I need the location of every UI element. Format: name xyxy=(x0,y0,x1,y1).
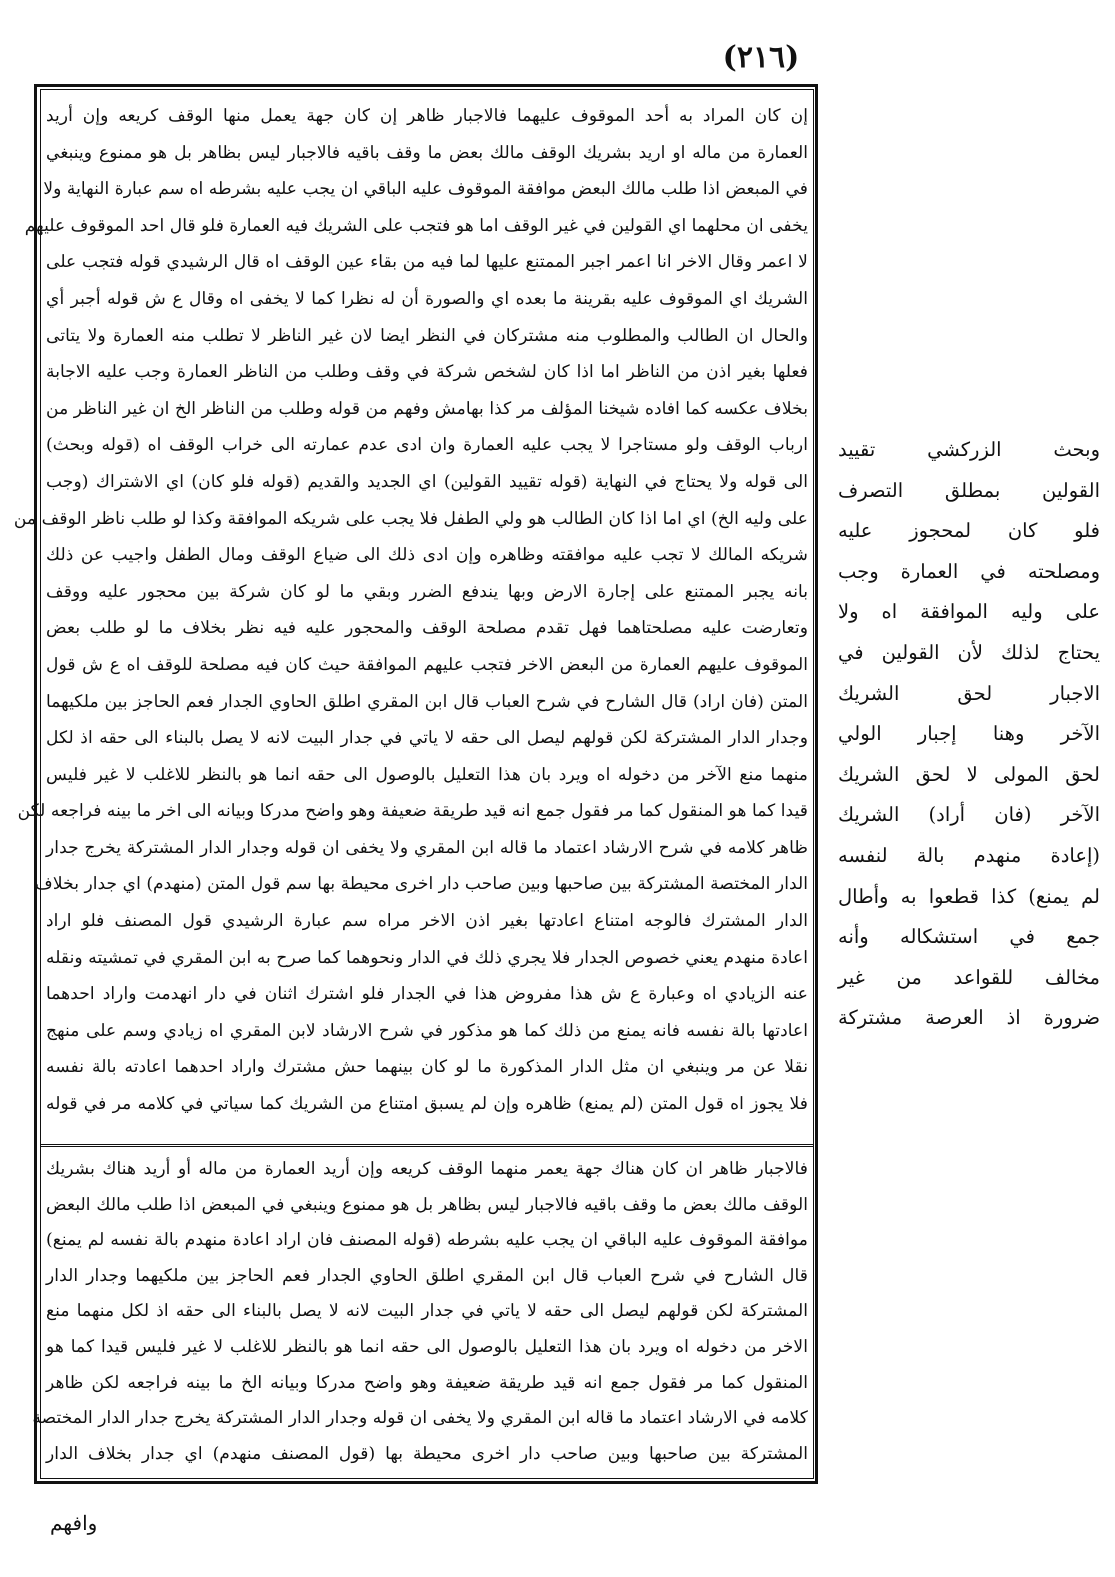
commentary-line: فلا يجوز اه قول المتن (لم يمنع) ظاهره وإن لم يسبق امتناع من الشريك كما سياتي في كلامه مر في قوله xyxy=(46,1094,808,1115)
commentary-line: الموقوف عليهم العمارة من البعض الاخر فتجب عليهم الموافقة حيث كان فيه مصلحة للوقف اه ع ش قول xyxy=(46,654,808,675)
commentary-line: عنه الزيادي اه وعبارة ع ش هذا مفروض هذا في الجدار فلو اشترك اثنان في دار انهدمت واراد احدهما xyxy=(46,984,808,1005)
section-divider xyxy=(40,1144,814,1147)
lower-text-line: موافقة الموقوف عليه الباقي ان يجب عليه بشرطه (قوله المصنف فان اراد اعادة منهدم بالة نفسه لم يمنع) xyxy=(46,1230,808,1251)
lower-text-line: المنقول كما مر فقول جمع انه قيد طريقة ضعيفة وهو واضح مدركا وبيانه الخ ما بينه فراجعه لكن ظاهر xyxy=(46,1372,808,1393)
margin-note-line: القولين بمطلق التصرف xyxy=(838,478,1100,502)
margin-note-line: الآخر (فان أراد) الشريك xyxy=(838,803,1100,827)
commentary-line: اعادة منهدم يعني خصوص الجدار فلا يجري ذلك في الدار ونحوهما كما صرح به ابن المقري في تمشيته ونقله xyxy=(46,947,808,968)
commentary-line: لا اعمر وقال الاخر انا اعمر اجبر الممتنع عليها لما فيه من بقاء عين الوقف اه قال الرشيدي قوله فتجب على xyxy=(46,252,808,273)
margin-note-line: مخالف للقواعد من غير xyxy=(838,965,1100,989)
commentary-line: وجدار الدار المشتركة لكن قولهم ليصل الى حقه لا ياتي في جدار البيت لانه لا يصل بالبناء الى حقه اذ لكل xyxy=(46,728,808,749)
commentary-line: الى قوله ولا يحتاج في النهاية (قوله تقييد القولين) اي الجديد والقديم (قوله فلو كان) اي الاشتراك (وجب xyxy=(46,471,808,492)
lower-text-line: قال الشارح في شرح العباب قال ابن المقري اطلق الحاوي الجدار فعم الحاجز بين ملكيهما وجدار الدار xyxy=(46,1265,808,1286)
commentary-line: فعلها بغير اذن من الناظر اما اذا كان لشخص شركة في وقف وطلب من الناظر العمارة وجب عليه الاجابة xyxy=(46,362,808,383)
commentary-line: بانه يجبر الممتنع على إجارة الارض وبها يندفع الضرر وبقي ما لو كان شركة بين محجور عليه ووقف xyxy=(46,581,808,602)
margin-note-line: الاجبار لحق الشريك xyxy=(838,681,1100,705)
margin-note-line: جمع في استشكاله وأنه xyxy=(838,925,1100,949)
lower-text-line: المشتركة بين صاحبها وبين صاحب دار اخرى محيطة بها (قول المصنف منهدم) اي جدار بخلاف الدار xyxy=(46,1443,808,1464)
lower-text-line: الاخر من دخوله اه ويرد بان هذا التعليل بالوصول الى حقه انما هو بالنظر للاغلب لا غير فليس قيدا كما هو xyxy=(46,1336,808,1357)
margin-note-line: فلو كان لمحجوز عليه xyxy=(838,519,1100,543)
lower-text-line: كلامه في الارشاد اعتماد ما قاله ابن المقري ولا يخفى ان قوله وجدار الدار المشتركة يخرج جدار الدار المختصة xyxy=(32,1408,808,1429)
margin-note-line: (إعادة منهدم بالة لنفسه xyxy=(838,843,1100,867)
commentary-line: في المبعض اذا طلب مالك البعض موافقة الموقوف عليه الباقي ان يجب عليه بشرطه اه سم عبارة النهاية ولا xyxy=(43,179,808,200)
commentary-line: الدار المشترك فالوجه امتناع اعادتها بغير اذن الاخر مراه سم عبارة الرشيدي قول المصنف فلو اراد xyxy=(46,911,808,932)
lower-text-line: المشتركة لكن قولهم ليصل الى حقه لا ياتي في جدار البيت لانه لا يصل بالبناء الى حقه اذ لكل منهما منع xyxy=(46,1301,808,1322)
margin-note-line: الآخر وهنا إجبار الولي xyxy=(838,722,1100,746)
commentary-line: ارباب الوقف ولو مستاجرا لا يجب عليه العمارة وان ادى عدم عمارته الى خراب الوقف اه (قوله وبحث) xyxy=(46,435,808,456)
commentary-line: نقلا عن مر وينبغي ان مثل الدار المذكورة ما لو كان بينهما حش مشترك واراد احدهما اعادته بالة نفسه xyxy=(46,1057,808,1078)
margin-note-line: ومصلحته في العمارة وجب xyxy=(838,559,1100,583)
page-number: (٢١٦) xyxy=(722,40,800,75)
margin-note xyxy=(838,430,1100,1030)
lower-text-line: الوقف مالك بعض ما وقف باقيه فالاجبار ليس بظاهر بل هو ممنوع وينبغي في المبعض اذا طلب مالك البعض xyxy=(46,1194,808,1215)
margin-note-line: لم يمنع) كذا قطعوا به وأطال xyxy=(838,884,1100,908)
commentary-line: على وليه الخ) اي اما اذا كان الطالب هو ولي الطفل فلا يجب على شريكه الموافقة وكذا لو طلب ناظر الوقف من xyxy=(13,508,808,529)
commentary-line: المتن (فان اراد) قال الشارح في شرح العباب قال ابن المقري اطلق الحاوي الجدار فعم الحاجز بين ملكيهما xyxy=(46,691,808,712)
commentary-line: يخفى ان محلهما اي القولين في غير الوقف اما هو فتجب على الشريك فيه العمارة فلو قال احد الموقوف عليهم xyxy=(24,215,808,236)
commentary-line: العمارة من ماله او اريد بشريك الوقف مالك بعض ما وقف باقيه فالاجبار ليس بظاهر بل هو ممنوع وينبغي xyxy=(46,142,808,163)
commentary-text-block xyxy=(13,98,808,1138)
margin-note-line: لحق المولى لا لحق الشريك xyxy=(838,762,1100,786)
commentary-line: وتعارضت عليه مصلحتاهما فهل تقدم مصلحة الوقف والمحجور عليه فيه نظر بخلاف ما لو طلب بعض xyxy=(46,618,808,639)
footer-catchword: وافهم xyxy=(50,1511,98,1535)
commentary-line: منهما منع الآخر من دخوله اه ويرد بان هذا التعليل بالوصول الى حقه انما هو بالنظر للاغلب لا غير فليس xyxy=(46,764,808,785)
margin-note-line: وبحث الزركشي تقييد xyxy=(838,438,1100,461)
commentary-line: شريكه المالك لا تجب عليه موافقته وظاهره وإن ادى ذلك الى ضياع الوقف ومال الطفل واجيب عن ذلك xyxy=(46,545,808,566)
lower-text-line: فالاجبار ظاهر ان كان هناك جهة يعمر منهما الوقف كريعه وإن أريد العمارة من ماله أو أريد هناك بشريك xyxy=(46,1159,808,1179)
commentary-line: بخلاف عكسه كما افاده شيخنا المؤلف مر كذا بهامش وفهم من قوله وطلب من الناظر الخ ان غير الناظر من xyxy=(46,398,808,419)
commentary-line: الدار المختصة المشتركة بين صاحبها وبين صاحب دار اخرى محيطة بها سم قول المتن (منهدم) اي جدار بخلاف xyxy=(35,874,808,895)
commentary-line: اعادتها بالة نفسه فانه يمنع من ذلك كما هو مذكور في شرح الارشاد لابن المقري اه زيادي وسم على منهج xyxy=(46,1020,808,1041)
lower-text-block xyxy=(32,1152,808,1472)
commentary-line: والحال ان الطالب والمطلوب منه مشتركان في النظر ايضا لان غير الناظر لا تطلب منه العمارة ولا يتاتى xyxy=(46,325,808,346)
commentary-line: الشريك اي الموقوف عليه بقرينة ما بعده اي والصورة أن له نظرا كما لا يخفى اه وقال ع ش قوله أجبر أي xyxy=(46,288,808,309)
commentary-line: إن كان المراد به أحد الموقوف عليهما فالاجبار ظاهر إن كان جهة يعمل منها الوقف كريعه وإن أريد xyxy=(46,106,808,126)
commentary-line: قيدا كما هو المنقول كما مر فقول جمع انه قيد طريقة ضعيفة وهو واضح مدركا وبيانه الى اخر ما بينه فراجعه لكن xyxy=(17,801,808,822)
margin-note-line: على وليه الموافقة اه ولا xyxy=(838,600,1100,624)
margin-note-line: ضرورة اذ العرصة مشتركة xyxy=(838,1006,1100,1030)
commentary-line: ظاهر كلامه في شرح الارشاد اعتماد ما قاله ابن المقري ولا يخفى ان قوله وجدار الدار المشتركة يخرج جدار xyxy=(46,837,808,858)
margin-note-line: يحتاج لذلك لأن القولين في xyxy=(838,640,1100,664)
